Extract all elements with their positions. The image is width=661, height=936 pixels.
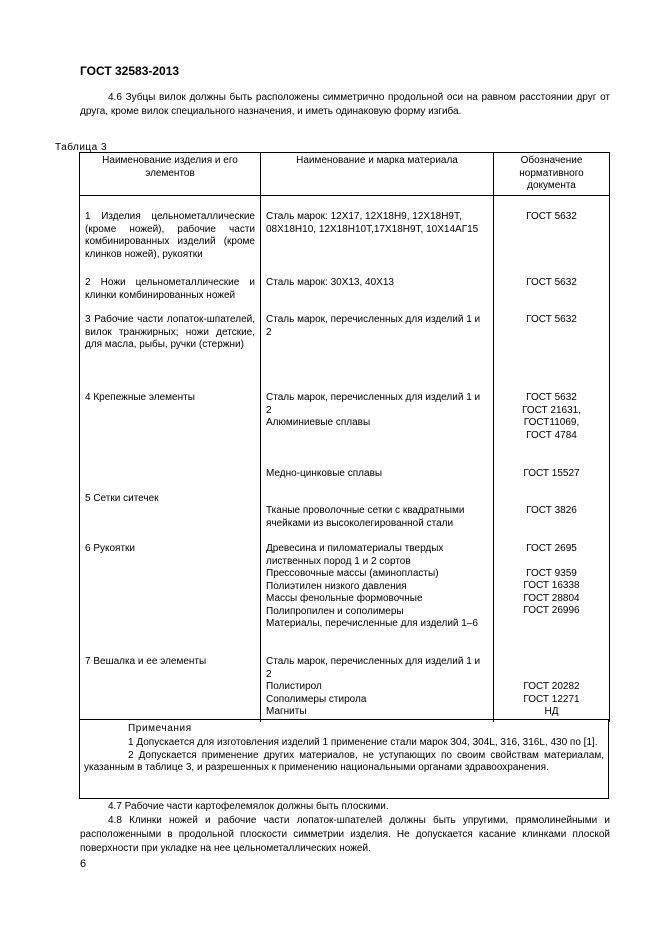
table-row: [80, 196, 610, 278]
table-row: [80, 314, 610, 392]
row-4b-item: [80, 468, 261, 493]
materials-table: [79, 152, 610, 722]
material-line: Сталь марок, перечисленных для изделий 1 и 2: [266, 656, 481, 680]
row-7-item: 7 Вешалка и ее элементы: [80, 656, 261, 722]
row-3-doc: ГОСТ 5632: [494, 314, 610, 392]
paragraph-4-8: 4.8 Клинки ножей и рабочие части лопаток-шпателей должны быть упругими, прямолинейными и расположенными в продольной плоскости симметрии изделия. Не допускается касание клинками плоской поверхности при укладке на нее цельнометаллических ножей.: [80, 815, 610, 854]
material-line: Алюминиевые сплавы: [266, 417, 371, 428]
doc-line: ГОСТ 20282: [523, 681, 580, 692]
row-6-material: [261, 543, 494, 656]
row-5-material: Тканые проволочные сетки с квадратными ячейками из высоколегированной стали: [261, 493, 494, 543]
document-header: ГОСТ 32583-2013: [80, 64, 180, 78]
row-5-doc: ГОСТ 3826: [494, 493, 610, 543]
row-3-item: 3 Рабочие части лопаток-шпателей, вилок транжирных; ножи детские, для масла, рыбы, ручки (стержни): [80, 314, 261, 392]
material-line: Сополимеры стирола: [266, 693, 367, 705]
row-3-material: Сталь марок, перечисленных для изделий 1 и 2: [261, 314, 494, 392]
row-7-material: [261, 656, 494, 722]
doc-line: ГОСТ 9359: [526, 567, 577, 579]
material-line: Массы фенольные формовочные: [266, 593, 423, 604]
row-4b-doc: ГОСТ 15527: [494, 468, 610, 493]
material-line: Магниты: [266, 706, 307, 717]
table-row: [80, 656, 610, 722]
doc-line: ГОСТ 5632: [526, 392, 577, 403]
table-row: [80, 543, 610, 656]
row-6-doc: [494, 543, 610, 656]
note-1: 1 Допускается для изготовления изделий 1 применение стали марок 304, 304L, 316, 316L, 430 по [1].: [128, 737, 598, 748]
table-row: [80, 493, 610, 543]
row-4b-material: Медно-цинковые сплавы: [261, 468, 494, 493]
row-1-item: 1 Изделия цельнометаллические (кроме ножей), рабочие части комбинированных изделий (кроме клинков ножей), рукоятки: [80, 196, 261, 278]
material-line: Древесина и пиломатериалы твердых лиственных пород 1 и 2 сортов: [266, 543, 444, 567]
column-header-document: Обозначение нормативного документа: [494, 153, 610, 196]
table-row: [80, 392, 610, 468]
row-4-item: 4 Крепежные элементы: [80, 392, 261, 468]
row-1-doc: ГОСТ 5632: [494, 196, 610, 278]
paragraph-4-6: 4.6 Зубцы вилок должны быть расположены симметрично продольной оси на равном расстоянии друг от друга, кроме вилок специального назначения, и иметь одинаковую форму изгиба.: [80, 92, 610, 117]
row-6-item: 6 Рукоятки: [80, 543, 261, 656]
note-2: 2 Допускается применение других материалов, не уступающих по своим свойствам материалам, указанным в таблице 3, и разрешенных к применению национальными органами здравоохранения.: [84, 749, 604, 773]
row-4-material: [261, 392, 494, 468]
paragraph-4-7: 4.7 Рабочие части картофелемялок должны быть плоскими.: [108, 801, 389, 812]
table-caption: Таблица 3: [55, 142, 108, 153]
row-2-item: 2 Ножи цельнометаллические и клинки комбинированных ножей: [80, 277, 261, 314]
table-row: [80, 468, 610, 493]
doc-line: ГОСТ 16338: [523, 580, 580, 591]
doc-line: ГОСТ 4784: [526, 429, 577, 441]
notes-title: Примечания: [128, 723, 192, 734]
doc-line: ГОСТ11069,: [523, 417, 580, 428]
row-4-doc: [494, 392, 610, 468]
doc-line: ГОСТ 28804: [523, 592, 580, 604]
column-header-item: Наименование изделия и его элементов: [80, 153, 261, 196]
material-line: Прессовочные массы (аминопласты): [266, 568, 439, 579]
doc-line: ГОСТ 12271: [523, 693, 580, 705]
row-1-material: Сталь марок: 12Х17, 12Х18Н9, 12Х18Н9Т, 08Х18Н10, 12Х18Н10Т,17Х18Н9Т, 10Х14АГ15: [261, 196, 494, 278]
row-2-doc: ГОСТ 5632: [494, 277, 610, 314]
table-notes: [79, 719, 609, 799]
material-line: Сталь марок, перечисленных для изделий 1 и 2: [266, 392, 481, 416]
doc-line: ГОСТ 2695: [526, 543, 577, 554]
material-line: Полипропилен и сополимеры: [266, 605, 404, 617]
row-5-item: 5 Сетки ситечек: [80, 493, 261, 543]
doc-line: ГОСТ 26996: [523, 605, 580, 616]
doc-line: ГОСТ 21631,: [522, 404, 581, 416]
notes-body: [84, 737, 604, 775]
material-line: Материалы, перечисленные для изделий 1–6: [266, 618, 478, 629]
page-number: 6: [80, 858, 87, 870]
material-line: Полиэтилен низкого давления: [266, 580, 407, 592]
doc-line: НД: [544, 706, 559, 717]
table-row: [80, 277, 610, 314]
row-7-doc: [494, 656, 610, 722]
column-header-material: Наименование и марка материала: [261, 153, 494, 196]
material-line: Полистирол: [266, 681, 322, 692]
row-2-material: Сталь марок: 30Х13, 40Х13: [261, 277, 494, 314]
table-header-row: [80, 153, 610, 196]
